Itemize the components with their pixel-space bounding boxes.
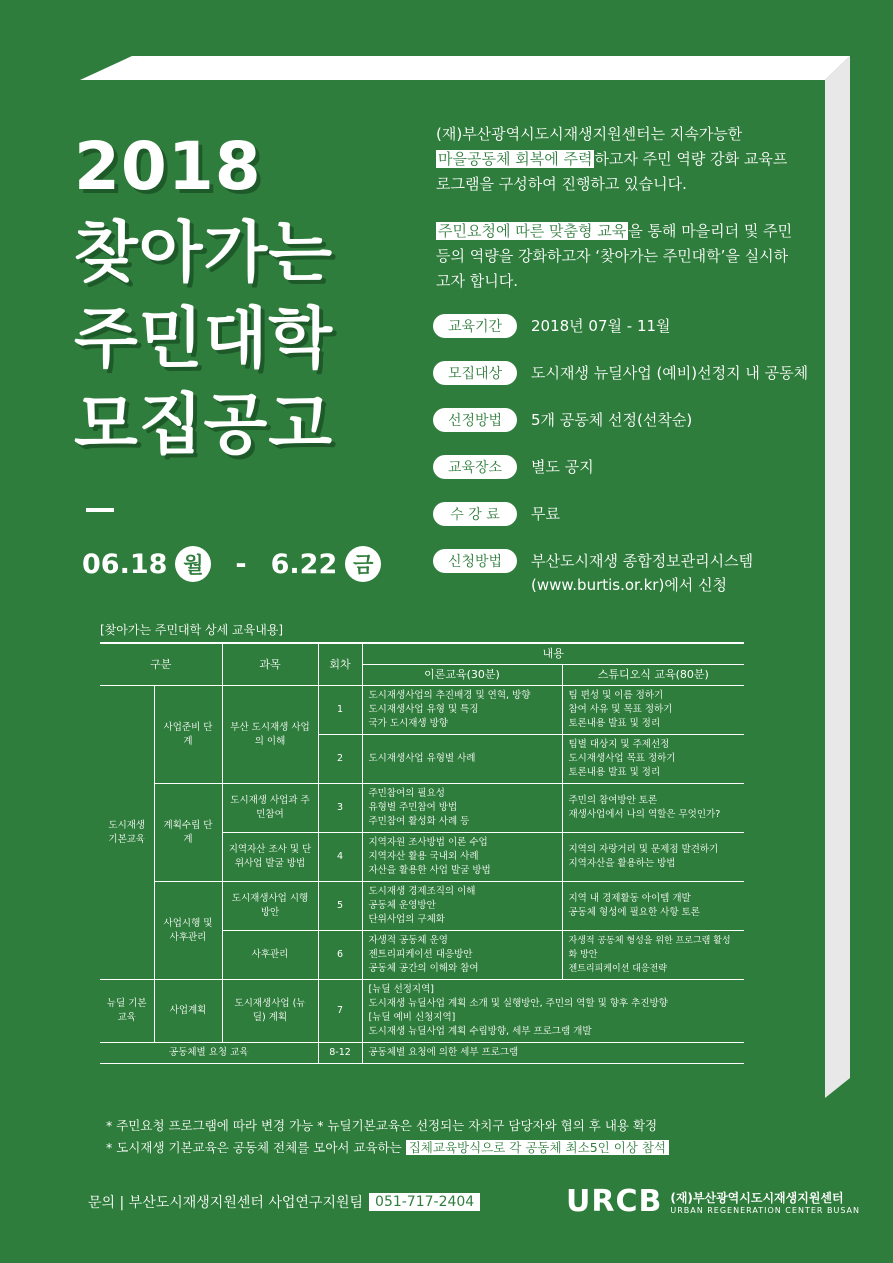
intro-paragraph-1: (재)부산광역시도시재생지원센터는 지속가능한 마을공동체 회복에 주력 하고자 주민 역량 강화 교육프로그램을 구성하여 진행하고 있습니다. <box>436 125 788 193</box>
title-year: 2018 <box>74 128 262 205</box>
content-cell: [뉴딜 선정지역] 도시재생 뉴딜사업 계획 소개 및 실행방안, 주민의 역할 및 향후 추진방향 [뉴딜 예비 신청지역] 도시재생 뉴딜사업 계획 수립방향, 세부 프로그램 개발 <box>362 980 744 1043</box>
header-session: 회차 <box>318 644 362 686</box>
contact-text: 문의 | 부산도시재생지원센터 사업연구지원팀 <box>88 1195 364 1211</box>
footnotes <box>106 1115 669 1159</box>
info-label: 교육장소 <box>433 455 517 479</box>
studio-cell: 지역의 자랑거리 및 문제점 발견하기 지역자산을 활용하는 방법 <box>562 833 744 882</box>
stage-plan: 계획수립 단계 <box>154 784 222 882</box>
intro-highlight-1: 마을공동체 회복에 주력 <box>438 150 593 168</box>
session-cell: 5 <box>318 882 362 931</box>
content-cell: 공동체별 요청에 의한 세부 프로그램 <box>362 1043 744 1064</box>
info-value: 도시재생 뉴딜사업 (예비)선정지 내 공동체 <box>531 364 809 382</box>
theory-cell: 자생적 공동체 운영 젠트리피케이션 대응방안 공동체 공간의 이해와 참여 <box>362 931 562 980</box>
studio-cell: 주민의 참여방안 토론 재생사업에서 나의 역할은 무엇인가? <box>562 784 744 833</box>
logo-mark: URCB <box>566 1184 663 1219</box>
session-cell: 2 <box>318 735 362 784</box>
contact-phone: 051-717-2404 <box>369 1193 480 1211</box>
table-row <box>100 1043 744 1064</box>
title-line2: 찾아가는 <box>74 214 334 291</box>
intro-paragraph-2: 주민요청에 따른 맞춤형 교육 을 통해 마을리더 및 주민 등의 역량을 강화하고자 ‘찾아가는 주민대학’을 실시하고자 합니다. <box>436 222 793 290</box>
date-separator: - <box>235 548 247 580</box>
intro-text <box>436 122 796 316</box>
custom-label: 공동체별 요청 교육 <box>100 1043 318 1064</box>
table-title: [찾아가는 주민대학 상세 교육내용] <box>100 623 284 637</box>
subject-cell: 도시재생사업 시행 방안 <box>222 882 318 931</box>
start-date: 06.18 <box>82 548 168 580</box>
group-newdeal: 뉴딜 기본교육 <box>100 980 154 1043</box>
info-value: 2018년 07월 - 11월 <box>531 317 671 335</box>
session-cell: 1 <box>318 686 362 735</box>
subject-cell: 도시재생 사업과 주민참여 <box>222 784 318 833</box>
studio-cell: 팀별 대상지 및 주제선정 도시재생사업 목표 정하기 토론내용 발표 및 정리 <box>562 735 744 784</box>
theory-cell: 지역자원 조사방법 이론 수업 지역자산 활용 국내외 사례 자산을 활용한 사업 발굴 방법 <box>362 833 562 882</box>
curriculum-table <box>100 643 744 1064</box>
end-day-badge: 금 <box>345 546 381 582</box>
info-value: 무료 <box>531 505 560 523</box>
contact-info <box>88 1192 480 1212</box>
logo-english-name: URBAN REGENERATION CENTER BUSAN <box>670 1205 861 1215</box>
theory-cell: 주민참여의 필요성 유형별 주민참여 방법 주민참여 활성화 사례 등 <box>362 784 562 833</box>
studio-cell: 팀 편성 및 이름 정하기 참여 사유 및 목표 정하기 토론내용 발표 및 정리 <box>562 686 744 735</box>
info-label: 수 강 료 <box>433 502 517 526</box>
theory-cell: 도시재생 경제조직의 이해 공동체 운영방안 단위사업의 구체화 <box>362 882 562 931</box>
theory-cell: 도시재생사업 유형별 사례 <box>362 735 562 784</box>
header-studio: 스튜디오식 교육(80분) <box>562 665 744 686</box>
logo-korean-name: (재)부산광역시도시재생지원센터 <box>670 1190 844 1205</box>
title-line4: 모집공고 <box>74 386 334 463</box>
info-row-selection <box>433 408 823 432</box>
subject-cell: 사후관리 <box>222 931 318 980</box>
studio-cell: 자생적 공동체 형성을 위한 프로그램 활성화 방안 젠트리피케이션 대응전략 <box>562 931 744 980</box>
stage-newdeal: 사업계획 <box>154 980 222 1043</box>
table-header-row <box>100 644 744 665</box>
footnote-highlight: 집체교육방식으로 각 공동체 최소5인 이상 참석 <box>406 1140 669 1155</box>
theory-cell: 도시재생사업의 추진배경 및 연혁, 방향 도시재생사업 유형 및 특징 국가 도시재생 방향 <box>362 686 562 735</box>
session-cell: 8-12 <box>318 1043 362 1064</box>
header-content: 내용 <box>362 644 744 665</box>
info-row-period <box>433 314 823 338</box>
start-day-badge: 월 <box>175 546 211 582</box>
studio-cell: 지역 내 경제활동 아이템 개발 공동체 형성에 필요한 사항 토론 <box>562 882 744 931</box>
info-list <box>433 314 823 620</box>
info-label: 선정방법 <box>433 408 517 432</box>
table-row <box>100 686 744 735</box>
title-divider <box>86 508 114 512</box>
info-label: 교육기간 <box>433 314 517 338</box>
info-row-target <box>433 361 823 385</box>
table-row <box>100 784 744 833</box>
header-theory: 이론교육(30분) <box>362 665 562 686</box>
info-row-place <box>433 455 823 479</box>
info-row-apply <box>433 549 823 597</box>
session-cell: 3 <box>318 784 362 833</box>
session-cell: 7 <box>318 980 362 1043</box>
stage-exec: 사업시행 및 사후관리 <box>154 882 222 980</box>
header-category: 구분 <box>100 644 222 686</box>
header-subject: 과목 <box>222 644 318 686</box>
poster-title <box>74 124 333 468</box>
footnote-1: * 주민요청 프로그램에 따라 변경 가능 * 뉴딜기본교육은 선정되는 자치구 담당자와 협의 후 내용 확정 <box>106 1118 658 1133</box>
info-value: 5개 공동체 선정(선착순) <box>531 411 693 429</box>
info-value: 별도 공지 <box>531 458 594 476</box>
stage-prep: 사업준비 단계 <box>154 686 222 784</box>
footnote-2: * 도시재생 기본교육은 공동체 전체를 모아서 교육하는 집체교육방식으로 각 공동체 최소5인 이상 참석 <box>106 1137 669 1159</box>
info-label: 신청방법 <box>433 549 517 573</box>
table-row <box>100 980 744 1043</box>
end-date: 6.22 <box>270 548 338 580</box>
urcb-logo <box>566 1184 860 1219</box>
title-line3: 주민대학 <box>74 300 334 377</box>
table-row <box>100 882 744 931</box>
info-value: 부산도시재생 종합정보관리시스템 (www.burtis.or.kr)에서 신청 <box>531 552 754 594</box>
intro-highlight-2: 주민요청에 따른 맞춤형 교육 <box>438 222 627 240</box>
info-label: 모집대상 <box>433 361 517 385</box>
session-cell: 4 <box>318 833 362 882</box>
info-row-fee <box>433 502 823 526</box>
recruit-dates <box>82 546 381 582</box>
session-cell: 6 <box>318 931 362 980</box>
subject-cell: 도시재생사업 (뉴딜) 계획 <box>222 980 318 1043</box>
group-basic: 도시재생 기본교육 <box>100 686 154 980</box>
subject-cell: 지역자산 조사 및 단위사업 발굴 방법 <box>222 833 318 882</box>
subject-cell: 부산 도시재생 사업의 이해 <box>222 686 318 784</box>
